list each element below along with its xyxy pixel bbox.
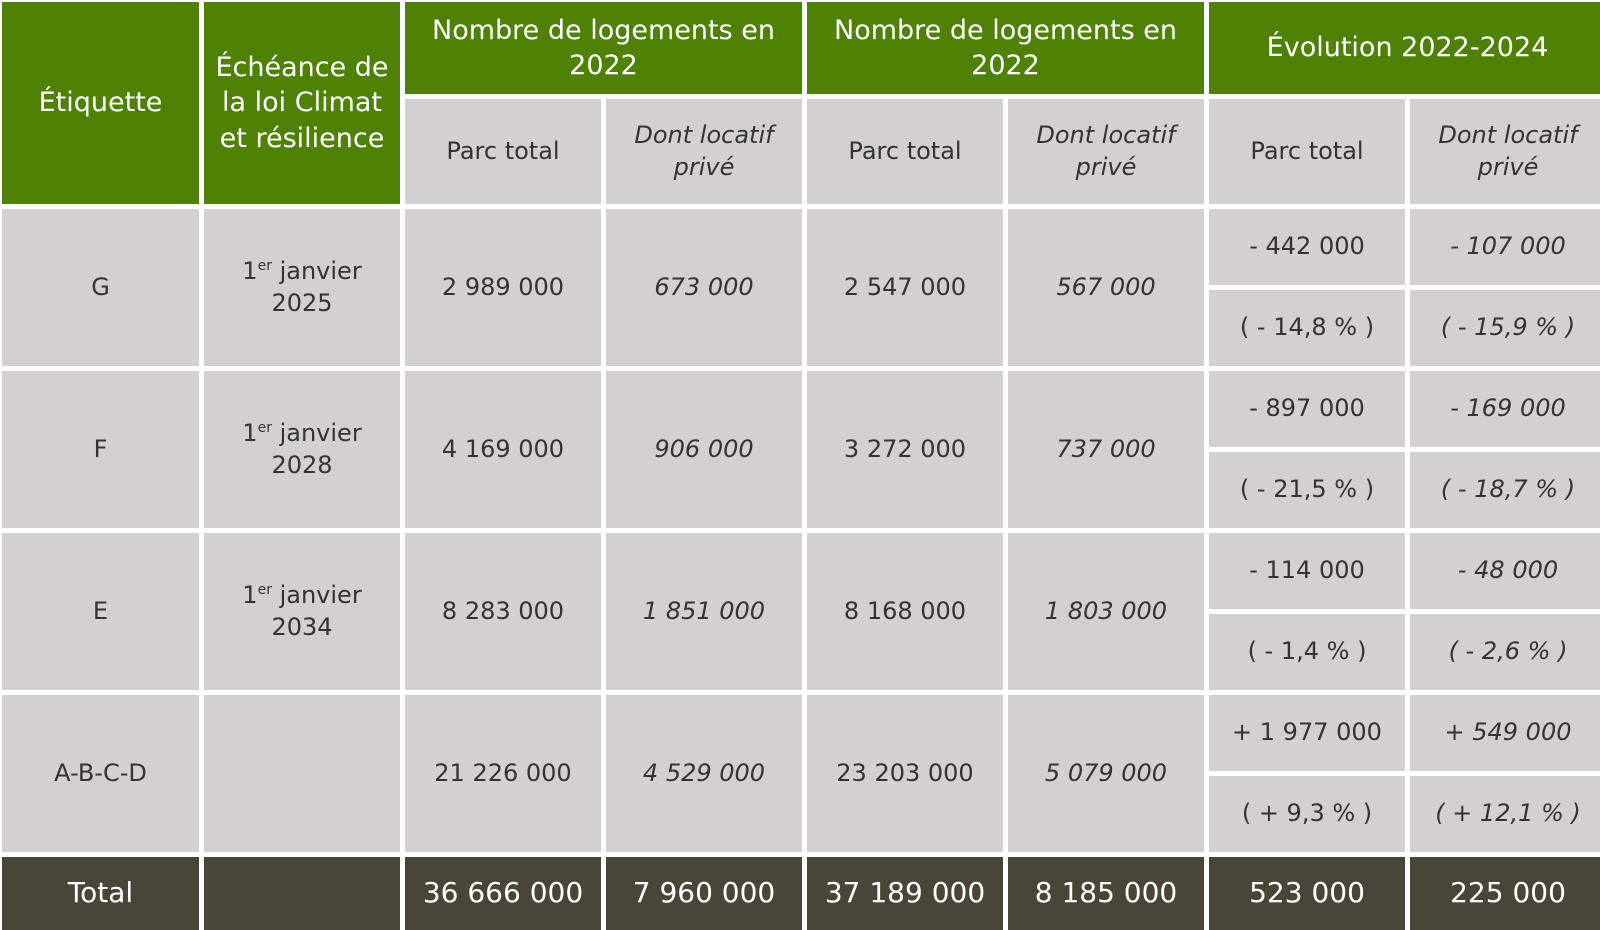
evolution-parc-pct-cell: ( + 9,3 % ) [1209, 776, 1405, 852]
evolution-parc-pct-cell: ( - 14,8 % ) [1209, 290, 1405, 366]
evolution-parc-cell: - 897 000 [1209, 371, 1405, 447]
parc-2022-cell: 8 283 000 [405, 533, 601, 690]
locatif-2022-cell: 906 000 [606, 371, 802, 528]
row-echeance-cell: 1er janvier 2025 [204, 209, 400, 366]
total-echeance-cell-empty [204, 857, 400, 930]
total-locatif-2024-cell: 8 185 000 [1008, 857, 1204, 930]
locatif-2024-cell: 5 079 000 [1008, 695, 1204, 852]
row-label-cell: E [2, 533, 199, 690]
subheader-locatif-2024: Dont locatif privé [1008, 99, 1204, 204]
parc-2024-cell: 8 168 000 [807, 533, 1003, 690]
total-locatif-2022-cell: 7 960 000 [606, 857, 802, 930]
parc-2024-cell: 23 203 000 [807, 695, 1003, 852]
header-group-evolution: Évolution 2022-2024 [1209, 2, 1600, 94]
subheader-locatif-evolution: Dont locatif privé [1410, 99, 1600, 204]
parc-2022-cell: 21 226 000 [405, 695, 601, 852]
evolution-locatif-cell: - 169 000 [1410, 371, 1600, 447]
subheader-parc-total-2024: Parc total [807, 99, 1003, 204]
evolution-locatif-cell: - 107 000 [1410, 209, 1600, 285]
row-label-cell: G [2, 209, 199, 366]
header-etiquette: Étiquette [2, 2, 199, 204]
evolution-parc-cell: - 442 000 [1209, 209, 1405, 285]
subheader-parc-total-2022: Parc total [405, 99, 601, 204]
evolution-parc-cell: + 1 977 000 [1209, 695, 1405, 771]
total-parc-2022-cell: 36 666 000 [405, 857, 601, 930]
subheader-locatif-2022: Dont locatif privé [606, 99, 802, 204]
header-group-2024: Nombre de logements en 2022 [807, 2, 1204, 94]
locatif-2024-cell: 567 000 [1008, 209, 1204, 366]
parc-2022-cell: 2 989 000 [405, 209, 601, 366]
evolution-locatif-pct-cell: ( + 12,1 % ) [1410, 776, 1600, 852]
locatif-2024-cell: 1 803 000 [1008, 533, 1204, 690]
row-echeance-cell: 1er janvier 2034 [204, 533, 400, 690]
evolution-locatif-pct-cell: ( - 15,9 % ) [1410, 290, 1600, 366]
evolution-parc-pct-cell: ( - 1,4 % ) [1209, 614, 1405, 690]
locatif-2022-cell: 4 529 000 [606, 695, 802, 852]
row-echeance-cell: 1er janvier 2028 [204, 371, 400, 528]
parc-2022-cell: 4 169 000 [405, 371, 601, 528]
evolution-parc-pct-cell: ( - 21,5 % ) [1209, 452, 1405, 528]
row-label-cell: F [2, 371, 199, 528]
evolution-locatif-cell: - 48 000 [1410, 533, 1600, 609]
header-echeance: Échéance de la loi Climat et résilience [204, 2, 400, 204]
total-evolution-parc-cell: 523 000 [1209, 857, 1405, 930]
evolution-locatif-pct-cell: ( - 18,7 % ) [1410, 452, 1600, 528]
total-evolution-locatif-cell: 225 000 [1410, 857, 1600, 930]
row-label-cell: A-B-C-D [2, 695, 199, 852]
locatif-2024-cell: 737 000 [1008, 371, 1204, 528]
header-group-2022: Nombre de logements en 2022 [405, 2, 802, 94]
locatif-2022-cell: 1 851 000 [606, 533, 802, 690]
locatif-2022-cell: 673 000 [606, 209, 802, 366]
parc-2024-cell: 2 547 000 [807, 209, 1003, 366]
evolution-locatif-cell: + 549 000 [1410, 695, 1600, 771]
evolution-parc-cell: - 114 000 [1209, 533, 1405, 609]
total-parc-2024-cell: 37 189 000 [807, 857, 1003, 930]
total-label-cell: Total [2, 857, 199, 930]
parc-2024-cell: 3 272 000 [807, 371, 1003, 528]
subheader-parc-total-evolution: Parc total [1209, 99, 1405, 204]
row-echeance-cell-empty [204, 695, 400, 852]
evolution-locatif-pct-cell: ( - 2,6 % ) [1410, 614, 1600, 690]
